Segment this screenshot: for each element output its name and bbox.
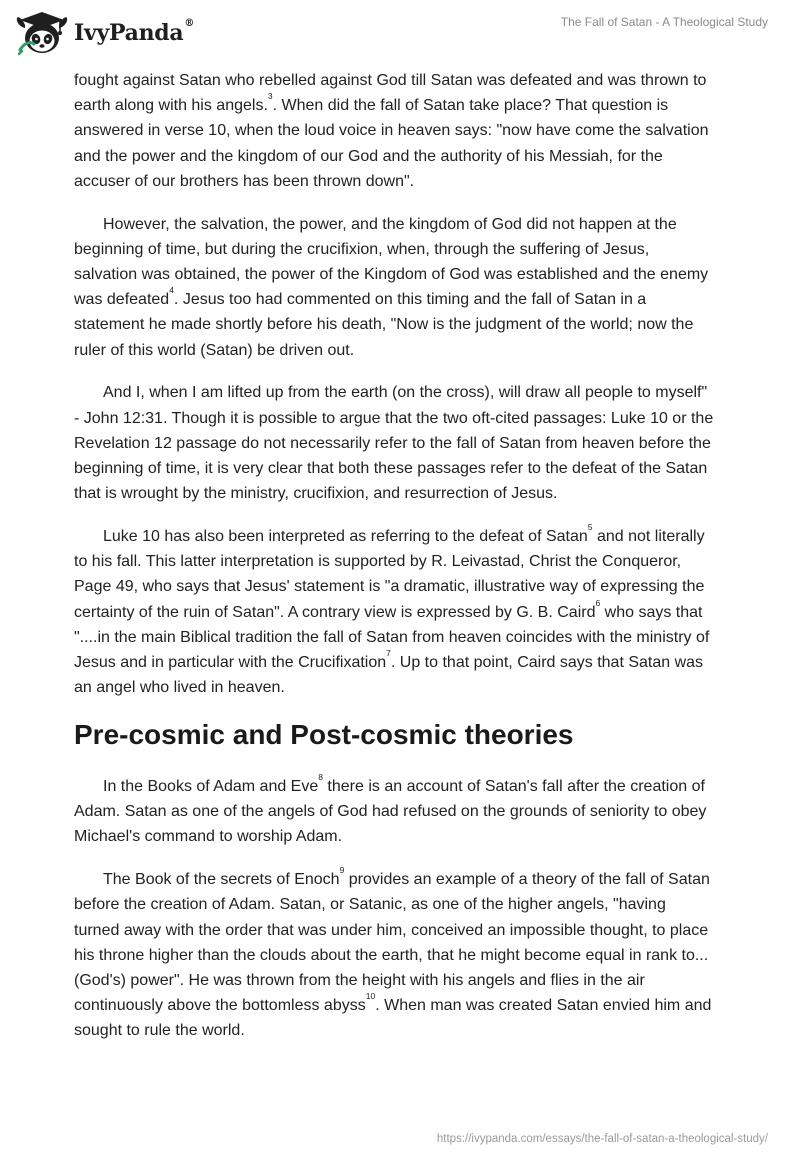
paragraph-text: In the Books of Adam and Eve — [103, 778, 319, 796]
paragraph — [74, 68, 714, 194]
essay-body — [74, 68, 714, 1061]
paragraph-text: Luke 10 has also been interpreted as referring to the defeat of Satan — [103, 528, 588, 546]
paragraph-text: and not literally to his fall. This latter interpretation is supported by R. Leivastad, Christ the Conqueror, Page 49, who says that Jesus' statement is "a dramatic, illustrative way of expressing the certainty of the ruin of Satan". A contrary view is expressed by G. B. Caird — [74, 528, 705, 621]
paragraph-text: there is an account of Satan's fall after the creation of Adam. Satan as one of the angels of God had refused on the grounds of seniority to obey Michael's command to worship Adam. — [74, 778, 707, 846]
paragraph — [74, 867, 714, 1043]
logo-wordmark: IvyPanda® — [74, 18, 195, 46]
paragraph — [74, 212, 714, 363]
paragraph-text: However, the salvation, the power, and the kingdom of God did not happen at the beginning of time, but during the crucifixion, when, through the suffering of Jesus, salvation was obtained, the power of the Kingdom of God was established and the enemy was defeated — [74, 215, 709, 309]
footnote-reference[interactable]: 8 — [318, 772, 323, 783]
paragraph — [74, 774, 714, 850]
paragraphs-before-heading — [74, 68, 714, 700]
paragraph — [74, 380, 714, 506]
paragraph-text: . When man was created Satan envied him and sought to rule the world. — [74, 997, 712, 1040]
paragraph-text: The Book of the secrets of Enoch — [103, 871, 340, 889]
section-heading: Pre-cosmic and Post-cosmic theories — [74, 719, 574, 751]
paragraph-text: . When did the fall of Satan take place? That question is answered in verse 10, when the loud voice in heaven says: "now have come the salvation and the power and the kingdom of our God and the authority of his Messiah, for the accuser of our brothers has been thrown down". — [74, 97, 709, 190]
footnote-reference[interactable]: 10 — [365, 991, 376, 1002]
document-title: The Fall of Satan - A Theological Study — [560, 15, 768, 29]
footnote-reference[interactable]: 4 — [169, 285, 174, 296]
paragraphs-after-heading — [74, 774, 714, 1044]
page-header — [0, 0, 800, 64]
footnote-reference[interactable]: 9 — [339, 865, 345, 876]
footnote-reference[interactable]: 5 — [587, 522, 593, 533]
footnote-reference[interactable]: 7 — [386, 648, 391, 659]
source-url[interactable]: https://ivypanda.com/essays/the-fall-of-satan-a-theological-study/ — [436, 1133, 768, 1145]
panda-graduate-icon — [16, 10, 68, 56]
paragraph-text: provides an example of a theory of the fall of Satan before the creation of Adam. Satan, or Satanic, as one of the higher angels, "having turned away with the order that was under him, conceived an impossible thought, to place his throne higher than the clouds about the earth, that he might become equal in rank to...(God's) power". He was thrown from the height with his angels and flies in the air continuously above the bottomless abyss — [74, 871, 710, 1015]
ivypanda-logo[interactable] — [16, 10, 194, 56]
paragraph-text: fought against Satan who rebelled against God till Satan was defeated and was thrown to earth along with his angels. — [74, 72, 707, 115]
footnote-reference[interactable]: 3 — [267, 91, 273, 102]
paragraph-text: And I, when I am lifted up from the earth (on the cross), will draw all people to myself" - John 12:31. Though it is possible to argue that the two oft-cited passages: Luke 10 or the Revelation 12 passage do not necessarily refer to the fall of Satan from heaven before the beginning of time, it is very clear that both these passages refer to the defeat of the Satan that is wrought by the ministry, crucifixion, and resurrection of Jesus. — [74, 384, 714, 503]
paragraph-text: . Up to that point, Caird says that Satan was an angel who lived in heaven. — [74, 654, 704, 697]
paragraph-text: who says that "....in the main Biblical tradition the fall of Satan from heaven coincides with the ministry of Jesus and in particular with the Crucifixation — [74, 603, 710, 672]
paragraph — [74, 524, 714, 700]
paragraph-text: . Jesus too had commented on this timing and the fall of Satan in a statement he made shortly before his death, "Now is the judgment of the world; now the ruler of this world (Satan) be driven out. — [74, 291, 694, 359]
footnote-reference[interactable]: 6 — [595, 597, 601, 608]
